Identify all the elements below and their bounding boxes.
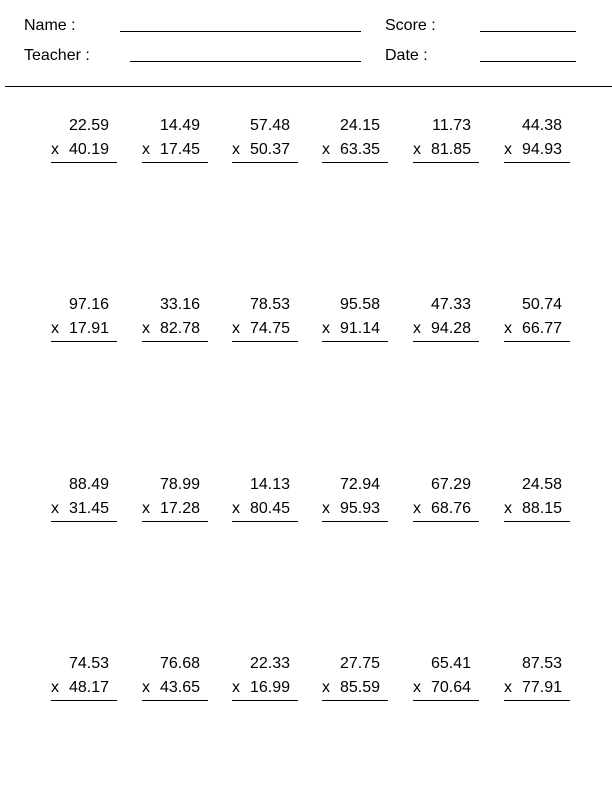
answer-line [322, 700, 388, 701]
answer-line [322, 521, 388, 522]
multiplicand: 87.53 [521, 655, 562, 672]
multiplicand: 74.53 [68, 655, 109, 672]
multiplicand: 65.41 [430, 655, 471, 672]
multiply-sign: x [413, 679, 421, 696]
problem-r1-c4 [322, 117, 388, 163]
answer-line [413, 700, 479, 701]
teacher-blank[interactable] [130, 61, 361, 62]
answer-line [322, 341, 388, 342]
problem-r1-c1 [51, 117, 117, 163]
multiplier: 95.93 [339, 500, 380, 517]
name-blank[interactable] [120, 31, 361, 32]
problem-r2-c4 [322, 296, 388, 342]
problem-r4-c4 [322, 655, 388, 701]
answer-line [142, 341, 208, 342]
multiply-sign: x [232, 141, 240, 158]
multiplicand: 33.16 [159, 296, 200, 313]
problem-r2-c3 [232, 296, 298, 342]
problem-r1-c2 [142, 117, 208, 163]
problem-r2-c2 [142, 296, 208, 342]
multiply-sign: x [51, 679, 59, 696]
teacher-label: Teacher : [24, 47, 90, 64]
date-label: Date : [385, 47, 428, 64]
answer-line [51, 341, 117, 342]
multiply-sign: x [413, 500, 421, 517]
multiplier: 40.19 [68, 141, 109, 158]
multiply-sign: x [142, 320, 150, 337]
multiplier: 16.99 [249, 679, 290, 696]
multiply-sign: x [322, 500, 330, 517]
answer-line [232, 521, 298, 522]
multiplier: 94.93 [521, 141, 562, 158]
multiply-sign: x [51, 141, 59, 158]
multiplicand: 88.49 [68, 476, 109, 493]
multiplier: 91.14 [339, 320, 380, 337]
multiply-sign: x [51, 320, 59, 337]
answer-line [142, 162, 208, 163]
answer-line [51, 700, 117, 701]
problem-r4-c1 [51, 655, 117, 701]
problem-r4-c6 [504, 655, 570, 701]
multiply-sign: x [322, 320, 330, 337]
multiplier: 82.78 [159, 320, 200, 337]
answer-line [142, 521, 208, 522]
problem-r2-c5 [413, 296, 479, 342]
answer-line [142, 700, 208, 701]
answer-line [232, 700, 298, 701]
answer-line [504, 162, 570, 163]
problem-r1-c3 [232, 117, 298, 163]
header-divider [5, 86, 612, 87]
multiplicand: 14.13 [249, 476, 290, 493]
multiplicand: 50.74 [521, 296, 562, 313]
multiplicand: 27.75 [339, 655, 380, 672]
multiply-sign: x [232, 500, 240, 517]
problem-r3-c1 [51, 476, 117, 522]
multiplicand: 14.49 [159, 117, 200, 134]
multiply-sign: x [51, 500, 59, 517]
multiply-sign: x [232, 679, 240, 696]
multiply-sign: x [504, 679, 512, 696]
multiply-sign: x [413, 141, 421, 158]
problem-r1-c6 [504, 117, 570, 163]
answer-line [413, 521, 479, 522]
answer-line [51, 521, 117, 522]
problem-r3-c4 [322, 476, 388, 522]
name-label: Name : [24, 17, 76, 34]
multiplicand: 78.99 [159, 476, 200, 493]
multiply-sign: x [142, 141, 150, 158]
answer-line [322, 162, 388, 163]
multiplier: 66.77 [521, 320, 562, 337]
answer-line [232, 162, 298, 163]
problem-r3-c3 [232, 476, 298, 522]
multiplier: 48.17 [68, 679, 109, 696]
multiply-sign: x [504, 141, 512, 158]
multiplier: 70.64 [430, 679, 471, 696]
problem-r3-c2 [142, 476, 208, 522]
multiply-sign: x [142, 500, 150, 517]
answer-line [504, 700, 570, 701]
multiplicand: 24.58 [521, 476, 562, 493]
multiplicand: 97.16 [68, 296, 109, 313]
answer-line [504, 341, 570, 342]
problem-r4-c5 [413, 655, 479, 701]
problem-r2-c6 [504, 296, 570, 342]
date-blank[interactable] [480, 61, 576, 62]
score-label: Score : [385, 17, 436, 34]
multiplicand: 22.33 [249, 655, 290, 672]
multiply-sign: x [232, 320, 240, 337]
multiplier: 77.91 [521, 679, 562, 696]
problem-r3-c6 [504, 476, 570, 522]
multiplicand: 57.48 [249, 117, 290, 134]
problem-r2-c1 [51, 296, 117, 342]
multiplicand: 24.15 [339, 117, 380, 134]
multiplier: 63.35 [339, 141, 380, 158]
multiplier: 43.65 [159, 679, 200, 696]
multiplicand: 11.73 [432, 117, 471, 134]
multiplier: 81.85 [430, 141, 471, 158]
multiplicand: 72.94 [339, 476, 380, 493]
multiplier: 85.59 [339, 679, 380, 696]
score-blank[interactable] [480, 31, 576, 32]
multiplier: 80.45 [249, 500, 290, 517]
multiplier: 74.75 [249, 320, 290, 337]
multiplier: 68.76 [430, 500, 471, 517]
multiplier: 31.45 [68, 500, 109, 517]
answer-line [232, 341, 298, 342]
multiply-sign: x [142, 679, 150, 696]
multiplier: 17.45 [159, 141, 200, 158]
multiplicand: 47.33 [430, 296, 471, 313]
answer-line [504, 521, 570, 522]
multiplicand: 22.59 [68, 117, 109, 134]
multiplicand: 67.29 [430, 476, 471, 493]
problem-r4-c2 [142, 655, 208, 701]
multiplicand: 78.53 [249, 296, 290, 313]
answer-line [413, 162, 479, 163]
answer-line [413, 341, 479, 342]
multiply-sign: x [413, 320, 421, 337]
multiplicand: 95.58 [339, 296, 380, 313]
multiplier: 17.28 [159, 500, 200, 517]
problem-r3-c5 [413, 476, 479, 522]
multiplicand: 76.68 [159, 655, 200, 672]
answer-line [51, 162, 117, 163]
problem-r1-c5 [413, 117, 479, 163]
multiply-sign: x [504, 320, 512, 337]
multiplier: 94.28 [430, 320, 471, 337]
multiplicand: 44.38 [521, 117, 562, 134]
multiplier: 17.91 [68, 320, 109, 337]
multiplier: 88.15 [521, 500, 562, 517]
multiply-sign: x [504, 500, 512, 517]
multiply-sign: x [322, 141, 330, 158]
multiplier: 50.37 [249, 141, 290, 158]
multiply-sign: x [322, 679, 330, 696]
problem-r4-c3 [232, 655, 298, 701]
